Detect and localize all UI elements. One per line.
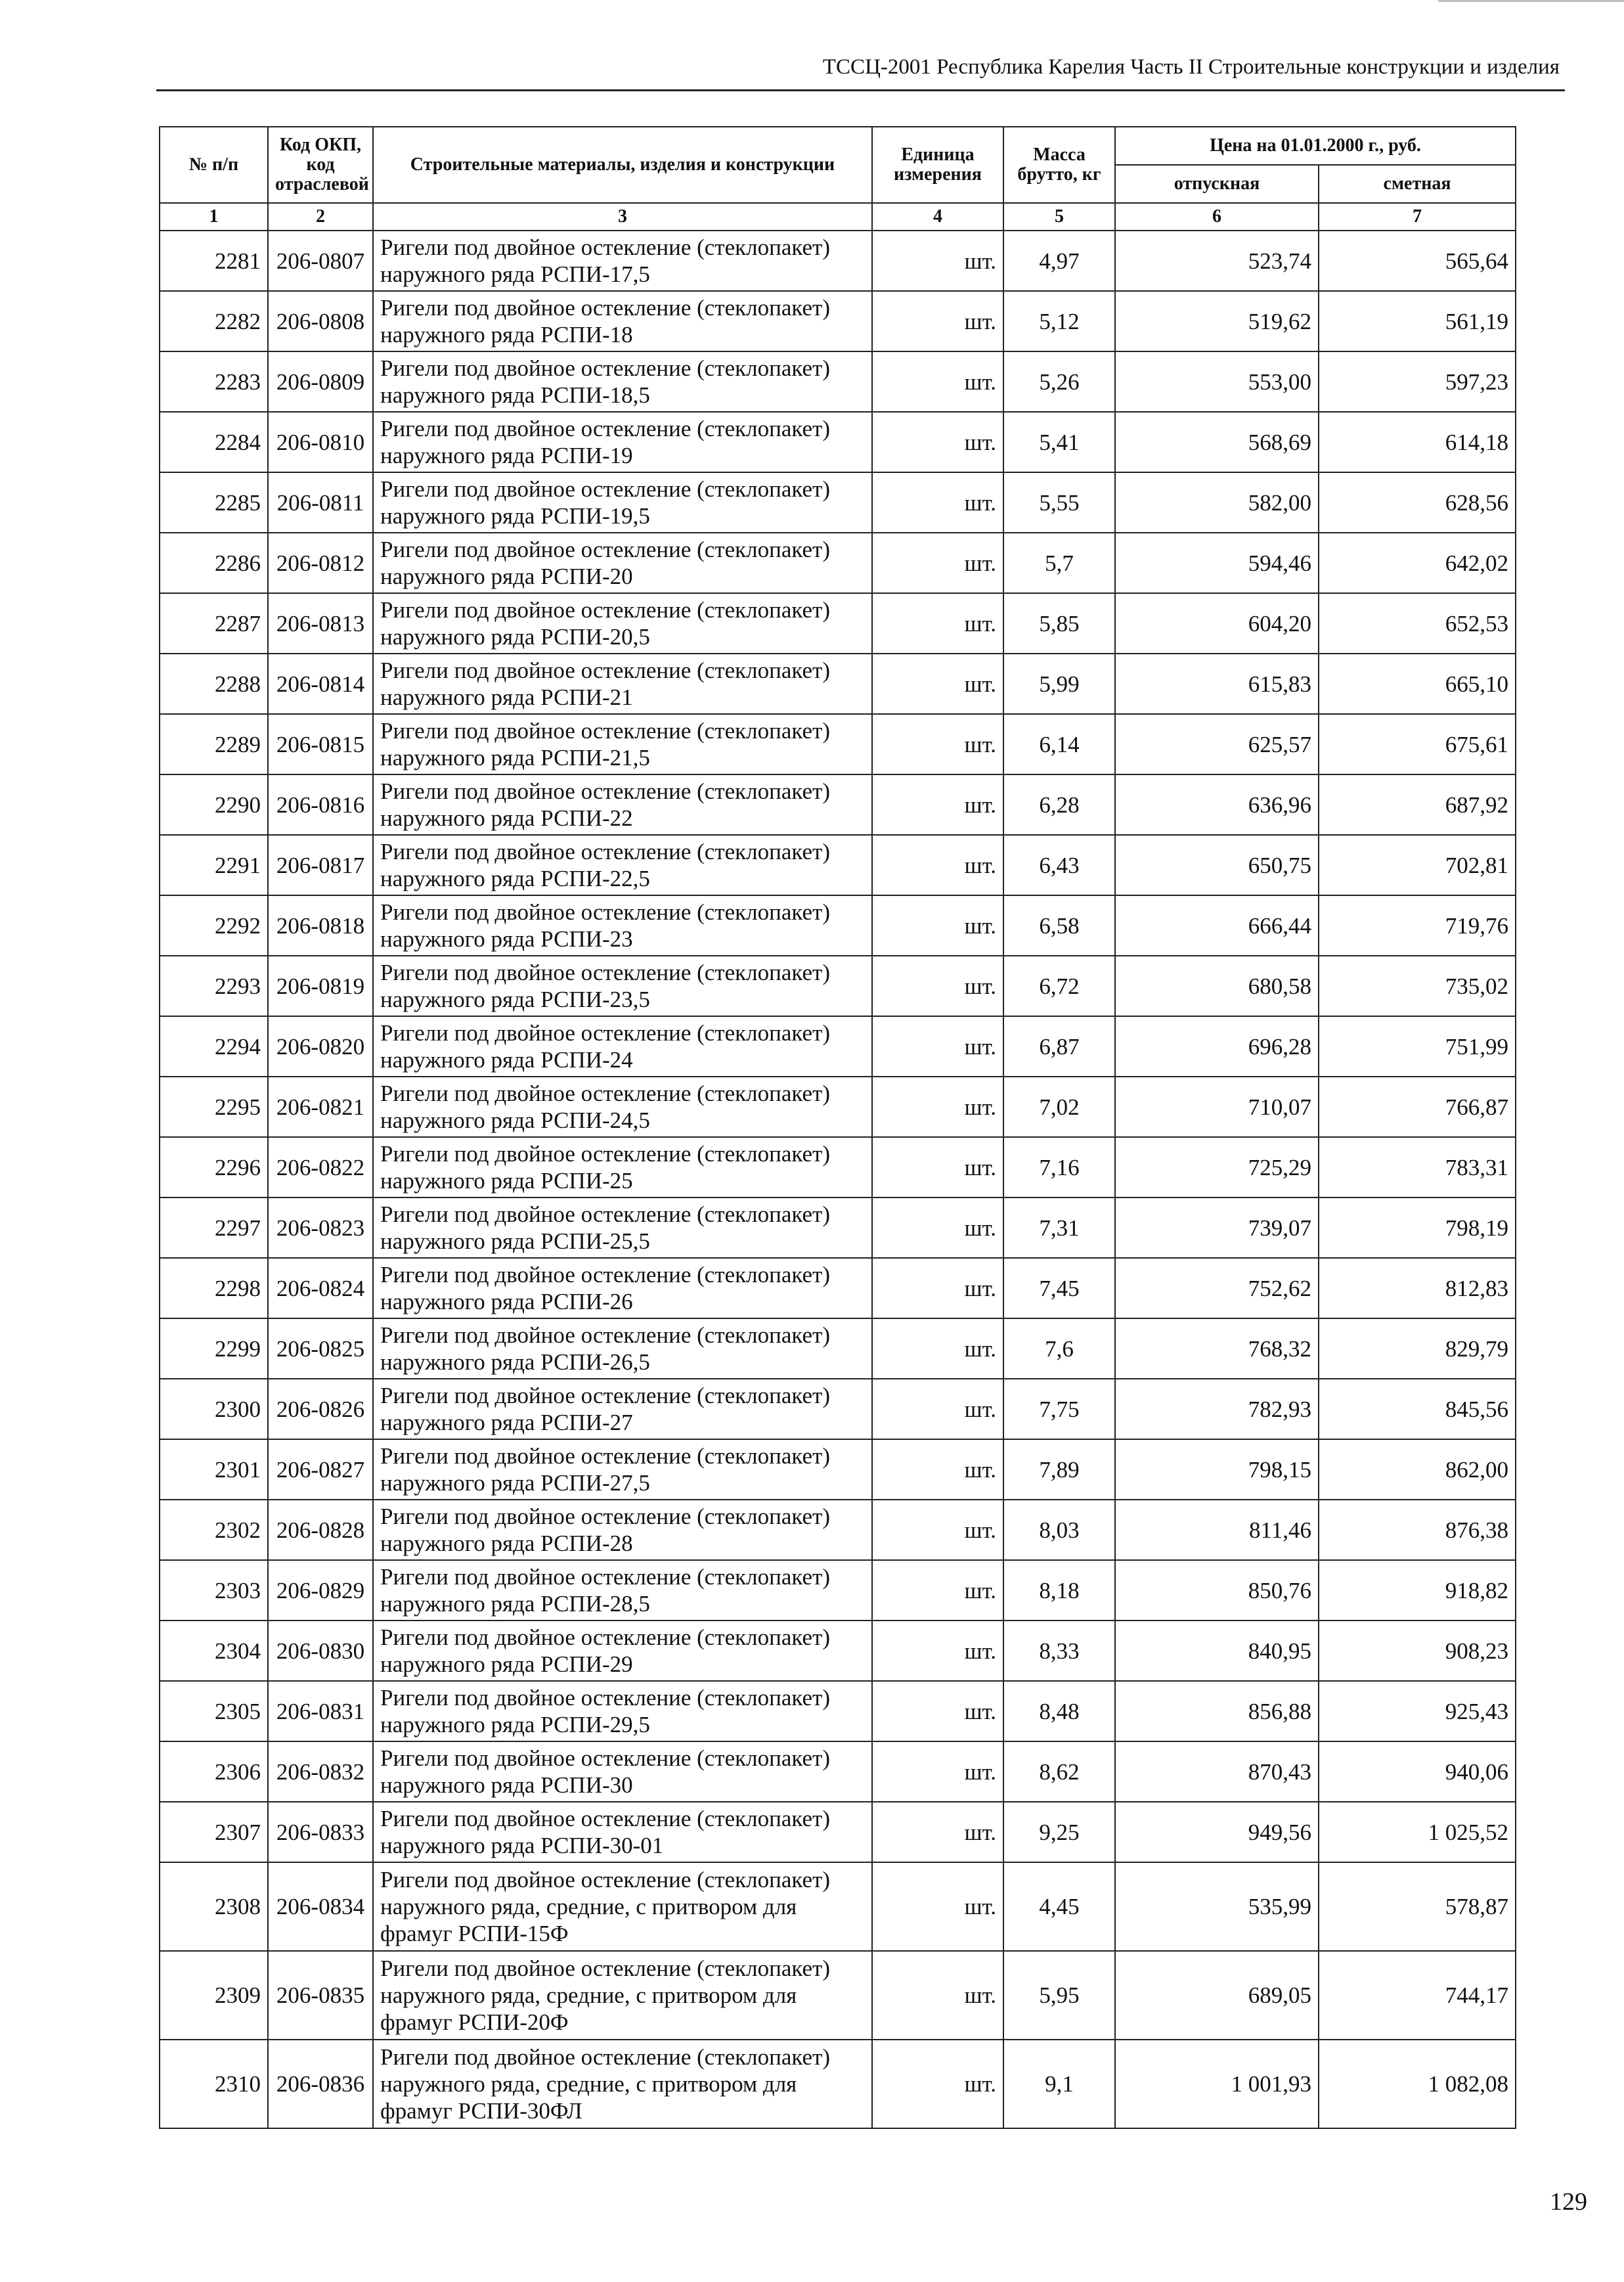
material-name: Ригели под двойное остекление (стеклопакет) наружного ряда РСПИ-19,5	[373, 472, 872, 533]
okp-code: 206-0821	[268, 1077, 373, 1137]
estimate-price: 665,10	[1319, 654, 1516, 714]
material-name: Ригели под двойное остекление (стеклопакет) наружного ряда РСПИ-22	[373, 774, 872, 835]
okp-code: 206-0818	[268, 895, 373, 956]
estimate-price: 565,64	[1319, 231, 1516, 291]
gross-mass: 5,7	[1003, 533, 1115, 593]
row-number: 2298	[160, 1258, 268, 1318]
table-row	[160, 774, 1516, 835]
okp-code: 206-0819	[268, 956, 373, 1016]
unit: шт.	[872, 895, 1003, 956]
release-price: 689,05	[1115, 1951, 1319, 2040]
release-price: 710,07	[1115, 1077, 1319, 1137]
table-row	[160, 1379, 1516, 1439]
okp-code: 206-0826	[268, 1379, 373, 1439]
unit: шт.	[872, 231, 1003, 291]
estimate-price: 597,23	[1319, 351, 1516, 412]
header-estimate-price: сметная	[1319, 165, 1516, 203]
table-row	[160, 835, 1516, 895]
gross-mass: 5,85	[1003, 593, 1115, 654]
estimate-price: 702,81	[1319, 835, 1516, 895]
estimate-price: 744,17	[1319, 1951, 1516, 2040]
gross-mass: 6,58	[1003, 895, 1115, 956]
okp-code: 206-0835	[268, 1951, 373, 2040]
column-number: 7	[1319, 203, 1516, 231]
gross-mass: 5,55	[1003, 472, 1115, 533]
material-name: Ригели под двойное остекление (стеклопакет) наружного ряда РСПИ-20	[373, 533, 872, 593]
table-row	[160, 1560, 1516, 1621]
header-row	[160, 127, 1516, 165]
table-row	[160, 1741, 1516, 1802]
material-name: Ригели под двойное остекление (стеклопакет) наружного ряда РСПИ-20,5	[373, 593, 872, 654]
gross-mass: 5,41	[1003, 412, 1115, 472]
estimate-price: 719,76	[1319, 895, 1516, 956]
okp-code: 206-0830	[268, 1621, 373, 1681]
gross-mass: 6,72	[1003, 956, 1115, 1016]
estimate-price: 908,23	[1319, 1621, 1516, 1681]
estimate-price: 918,82	[1319, 1560, 1516, 1621]
release-price: 582,00	[1115, 472, 1319, 533]
table-row	[160, 1197, 1516, 1258]
unit: шт.	[872, 1318, 1003, 1379]
row-number: 2308	[160, 1862, 268, 1951]
estimate-price: 783,31	[1319, 1137, 1516, 1197]
material-name: Ригели под двойное остекление (стеклопакет) наружного ряда РСПИ-29,5	[373, 1681, 872, 1741]
release-price: 949,56	[1115, 1802, 1319, 1862]
material-name: Ригели под двойное остекление (стеклопакет) наружного ряда РСПИ-23,5	[373, 956, 872, 1016]
header-mass: Масса брутто, кг	[1003, 127, 1115, 203]
row-number: 2299	[160, 1318, 268, 1379]
unit: шт.	[872, 1077, 1003, 1137]
material-name: Ригели под двойное остекление (стеклопакет) наружного ряда РСПИ-27,5	[373, 1439, 872, 1500]
material-name: Ригели под двойное остекление (стеклопакет) наружного ряда РСПИ-27	[373, 1379, 872, 1439]
table-row	[160, 2040, 1516, 2128]
row-number: 2297	[160, 1197, 268, 1258]
okp-code: 206-0807	[268, 231, 373, 291]
gross-mass: 5,95	[1003, 1951, 1115, 2040]
scan-edge-line	[1438, 0, 1624, 2]
table-row	[160, 533, 1516, 593]
row-number: 2291	[160, 835, 268, 895]
okp-code: 206-0836	[268, 2040, 373, 2128]
table-row	[160, 351, 1516, 412]
header-release-price: отпускная	[1115, 165, 1319, 203]
table-row	[160, 231, 1516, 291]
release-price: 604,20	[1115, 593, 1319, 654]
estimate-price: 735,02	[1319, 956, 1516, 1016]
row-number: 2306	[160, 1741, 268, 1802]
gross-mass: 4,45	[1003, 1862, 1115, 1951]
estimate-price: 862,00	[1319, 1439, 1516, 1500]
table-row	[160, 895, 1516, 956]
table-row	[160, 1500, 1516, 1560]
release-price: 870,43	[1115, 1741, 1319, 1802]
unit: шт.	[872, 1137, 1003, 1197]
header-price-group: Цена на 01.01.2000 г., руб.	[1115, 127, 1516, 165]
release-price: 636,96	[1115, 774, 1319, 835]
price-table	[159, 126, 1516, 2129]
okp-code: 206-0825	[268, 1318, 373, 1379]
table-row	[160, 1951, 1516, 2040]
okp-code: 206-0831	[268, 1681, 373, 1741]
release-price: 568,69	[1115, 412, 1319, 472]
release-price: 739,07	[1115, 1197, 1319, 1258]
gross-mass: 8,33	[1003, 1621, 1115, 1681]
unit: шт.	[872, 1560, 1003, 1621]
estimate-price: 652,53	[1319, 593, 1516, 654]
release-price: 625,57	[1115, 714, 1319, 774]
table-row	[160, 1258, 1516, 1318]
material-name: Ригели под двойное остекление (стеклопакет) наружного ряда РСПИ-26	[373, 1258, 872, 1318]
row-number: 2283	[160, 351, 268, 412]
material-name: Ригели под двойное остекление (стеклопакет) наружного ряда РСПИ-24,5	[373, 1077, 872, 1137]
table-body	[160, 231, 1516, 2128]
okp-code: 206-0832	[268, 1741, 373, 1802]
okp-code: 206-0809	[268, 351, 373, 412]
table-row	[160, 1862, 1516, 1951]
table-row	[160, 1077, 1516, 1137]
gross-mass: 8,18	[1003, 1560, 1115, 1621]
row-number: 2310	[160, 2040, 268, 2128]
estimate-price: 766,87	[1319, 1077, 1516, 1137]
okp-code: 206-0824	[268, 1258, 373, 1318]
estimate-price: 845,56	[1319, 1379, 1516, 1439]
page-number: 129	[1550, 2188, 1587, 2216]
material-name: Ригели под двойное остекление (стеклопакет) наружного ряда РСПИ-19	[373, 412, 872, 472]
gross-mass: 6,87	[1003, 1016, 1115, 1077]
material-name: Ригели под двойное остекление (стеклопакет) наружного ряда РСПИ-25,5	[373, 1197, 872, 1258]
release-price: 725,29	[1115, 1137, 1319, 1197]
row-number: 2282	[160, 291, 268, 351]
estimate-price: 642,02	[1319, 533, 1516, 593]
release-price: 811,46	[1115, 1500, 1319, 1560]
row-number: 2284	[160, 412, 268, 472]
material-name: Ригели под двойное остекление (стеклопакет) наружного ряда РСПИ-21,5	[373, 714, 872, 774]
material-name: Ригели под двойное остекление (стеклопакет) наружного ряда РСПИ-28,5	[373, 1560, 872, 1621]
okp-code: 206-0814	[268, 654, 373, 714]
unit: шт.	[872, 1439, 1003, 1500]
material-name: Ригели под двойное остекление (стеклопакет) наружного ряда, средние, с притвором для фрамуг РСПИ-30ФЛ	[373, 2040, 872, 2128]
unit: шт.	[872, 1862, 1003, 1951]
table-row	[160, 1318, 1516, 1379]
estimate-price: 925,43	[1319, 1681, 1516, 1741]
row-number: 2296	[160, 1137, 268, 1197]
row-number: 2288	[160, 654, 268, 714]
release-price: 535,99	[1115, 1862, 1319, 1951]
okp-code: 206-0820	[268, 1016, 373, 1077]
estimate-price: 1 025,52	[1319, 1802, 1516, 1862]
okp-code: 206-0813	[268, 593, 373, 654]
release-price: 650,75	[1115, 835, 1319, 895]
okp-code: 206-0833	[268, 1802, 373, 1862]
material-name: Ригели под двойное остекление (стеклопакет) наружного ряда РСПИ-30	[373, 1741, 872, 1802]
gross-mass: 6,14	[1003, 714, 1115, 774]
release-price: 680,58	[1115, 956, 1319, 1016]
unit: шт.	[872, 774, 1003, 835]
gross-mass: 5,26	[1003, 351, 1115, 412]
table-row	[160, 654, 1516, 714]
release-price: 615,83	[1115, 654, 1319, 714]
row-number: 2289	[160, 714, 268, 774]
column-number: 1	[160, 203, 268, 231]
material-name: Ригели под двойное остекление (стеклопакет) наружного ряда, средние, с притвором для фрамуг РСПИ-15Ф	[373, 1862, 872, 1951]
material-name: Ригели под двойное остекление (стеклопакет) наружного ряда РСПИ-17,5	[373, 231, 872, 291]
release-price: 523,74	[1115, 231, 1319, 291]
header-num: № п/п	[160, 127, 268, 203]
row-number: 2281	[160, 231, 268, 291]
gross-mass: 5,99	[1003, 654, 1115, 714]
material-name: Ригели под двойное остекление (стеклопакет) наружного ряда РСПИ-28	[373, 1500, 872, 1560]
unit: шт.	[872, 1197, 1003, 1258]
unit: шт.	[872, 956, 1003, 1016]
material-name: Ригели под двойное остекление (стеклопакет) наружного ряда РСПИ-22,5	[373, 835, 872, 895]
okp-code: 206-0834	[268, 1862, 373, 1951]
unit: шт.	[872, 1258, 1003, 1318]
okp-code: 206-0827	[268, 1439, 373, 1500]
release-price: 782,93	[1115, 1379, 1319, 1439]
unit: шт.	[872, 533, 1003, 593]
material-name: Ригели под двойное остекление (стеклопакет) наружного ряда РСПИ-30-01	[373, 1802, 872, 1862]
row-number: 2290	[160, 774, 268, 835]
table-row	[160, 956, 1516, 1016]
row-number: 2287	[160, 593, 268, 654]
okp-code: 206-0822	[268, 1137, 373, 1197]
table-row	[160, 1802, 1516, 1862]
material-name: Ригели под двойное остекление (стеклопакет) наружного ряда, средние, с притвором для фрамуг РСПИ-20Ф	[373, 1951, 872, 2040]
estimate-price: 687,92	[1319, 774, 1516, 835]
table-row	[160, 593, 1516, 654]
gross-mass: 7,31	[1003, 1197, 1115, 1258]
unit: шт.	[872, 1741, 1003, 1802]
release-price: 594,46	[1115, 533, 1319, 593]
release-price: 1 001,93	[1115, 2040, 1319, 2128]
unit: шт.	[872, 1802, 1003, 1862]
row-number: 2293	[160, 956, 268, 1016]
gross-mass: 8,03	[1003, 1500, 1115, 1560]
column-number: 4	[872, 203, 1003, 231]
estimate-price: 812,83	[1319, 1258, 1516, 1318]
material-name: Ригели под двойное остекление (стеклопакет) наружного ряда РСПИ-25	[373, 1137, 872, 1197]
gross-mass: 4,97	[1003, 231, 1115, 291]
column-number: 5	[1003, 203, 1115, 231]
estimate-price: 628,56	[1319, 472, 1516, 533]
row-number: 2305	[160, 1681, 268, 1741]
gross-mass: 7,6	[1003, 1318, 1115, 1379]
gross-mass: 7,02	[1003, 1077, 1115, 1137]
estimate-price: 876,38	[1319, 1500, 1516, 1560]
row-number: 2309	[160, 1951, 268, 2040]
gross-mass: 7,45	[1003, 1258, 1115, 1318]
header-name: Строительные материалы, изделия и конструкции	[373, 127, 872, 203]
gross-mass: 8,62	[1003, 1741, 1115, 1802]
release-price: 553,00	[1115, 351, 1319, 412]
gross-mass: 5,12	[1003, 291, 1115, 351]
table-row	[160, 1137, 1516, 1197]
material-name: Ригели под двойное остекление (стеклопакет) наружного ряда РСПИ-18	[373, 291, 872, 351]
unit: шт.	[872, 291, 1003, 351]
okp-code: 206-0812	[268, 533, 373, 593]
row-number: 2300	[160, 1379, 268, 1439]
okp-code: 206-0828	[268, 1500, 373, 1560]
release-price: 850,76	[1115, 1560, 1319, 1621]
unit: шт.	[872, 593, 1003, 654]
okp-code: 206-0816	[268, 774, 373, 835]
unit: шт.	[872, 412, 1003, 472]
unit: шт.	[872, 654, 1003, 714]
row-number: 2307	[160, 1802, 268, 1862]
row-number: 2302	[160, 1500, 268, 1560]
estimate-price: 1 082,08	[1319, 2040, 1516, 2128]
unit: шт.	[872, 1379, 1003, 1439]
table-row	[160, 1439, 1516, 1500]
row-number: 2292	[160, 895, 268, 956]
gross-mass: 9,1	[1003, 2040, 1115, 2128]
estimate-price: 751,99	[1319, 1016, 1516, 1077]
release-price: 752,62	[1115, 1258, 1319, 1318]
row-number: 2301	[160, 1439, 268, 1500]
gross-mass: 7,75	[1003, 1379, 1115, 1439]
estimate-price: 578,87	[1319, 1862, 1516, 1951]
unit: шт.	[872, 1681, 1003, 1741]
gross-mass: 6,43	[1003, 835, 1115, 895]
estimate-price: 940,06	[1319, 1741, 1516, 1802]
gross-mass: 8,48	[1003, 1681, 1115, 1741]
release-price: 856,88	[1115, 1681, 1319, 1741]
header-unit: Единица измерения	[872, 127, 1003, 203]
material-name: Ригели под двойное остекление (стеклопакет) наружного ряда РСПИ-24	[373, 1016, 872, 1077]
row-number: 2285	[160, 472, 268, 533]
row-number: 2303	[160, 1560, 268, 1621]
gross-mass: 6,28	[1003, 774, 1115, 835]
okp-code: 206-0823	[268, 1197, 373, 1258]
estimate-price: 798,19	[1319, 1197, 1516, 1258]
release-price: 666,44	[1115, 895, 1319, 956]
unit: шт.	[872, 1016, 1003, 1077]
running-header: ТССЦ-2001 Республика Карелия Часть II Строительные конструкции и изделия	[822, 55, 1560, 79]
unit: шт.	[872, 1621, 1003, 1681]
release-price: 696,28	[1115, 1016, 1319, 1077]
row-number: 2286	[160, 533, 268, 593]
header-rule	[156, 89, 1565, 91]
material-name: Ригели под двойное остекление (стеклопакет) наружного ряда РСПИ-18,5	[373, 351, 872, 412]
material-name: Ригели под двойное остекление (стеклопакет) наружного ряда РСПИ-21	[373, 654, 872, 714]
okp-code: 206-0810	[268, 412, 373, 472]
material-name: Ригели под двойное остекление (стеклопакет) наружного ряда РСПИ-29	[373, 1621, 872, 1681]
table-row	[160, 472, 1516, 533]
release-price: 840,95	[1115, 1621, 1319, 1681]
column-number-row	[160, 203, 1516, 231]
column-number: 6	[1115, 203, 1319, 231]
table-row	[160, 1621, 1516, 1681]
release-price: 768,32	[1115, 1318, 1319, 1379]
unit: шт.	[872, 835, 1003, 895]
table-row	[160, 1016, 1516, 1077]
unit: шт.	[872, 2040, 1003, 2128]
gross-mass: 9,25	[1003, 1802, 1115, 1862]
unit: шт.	[872, 472, 1003, 533]
gross-mass: 7,89	[1003, 1439, 1115, 1500]
unit: шт.	[872, 1500, 1003, 1560]
unit: шт.	[872, 714, 1003, 774]
estimate-price: 829,79	[1319, 1318, 1516, 1379]
estimate-price: 675,61	[1319, 714, 1516, 774]
table-row	[160, 291, 1516, 351]
unit: шт.	[872, 351, 1003, 412]
row-number: 2304	[160, 1621, 268, 1681]
release-price: 519,62	[1115, 291, 1319, 351]
okp-code: 206-0815	[268, 714, 373, 774]
unit: шт.	[872, 1951, 1003, 2040]
row-number: 2295	[160, 1077, 268, 1137]
material-name: Ригели под двойное остекление (стеклопакет) наружного ряда РСПИ-26,5	[373, 1318, 872, 1379]
table-row	[160, 1681, 1516, 1741]
column-number: 2	[268, 203, 373, 231]
estimate-price: 561,19	[1319, 291, 1516, 351]
release-price: 798,15	[1115, 1439, 1319, 1500]
header-code: Код ОКП, код отраслевой	[268, 127, 373, 203]
okp-code: 206-0829	[268, 1560, 373, 1621]
material-name: Ригели под двойное остекление (стеклопакет) наружного ряда РСПИ-23	[373, 895, 872, 956]
okp-code: 206-0811	[268, 472, 373, 533]
estimate-price: 614,18	[1319, 412, 1516, 472]
okp-code: 206-0808	[268, 291, 373, 351]
column-number: 3	[373, 203, 872, 231]
okp-code: 206-0817	[268, 835, 373, 895]
row-number: 2294	[160, 1016, 268, 1077]
table-row	[160, 714, 1516, 774]
table-row	[160, 412, 1516, 472]
gross-mass: 7,16	[1003, 1137, 1115, 1197]
